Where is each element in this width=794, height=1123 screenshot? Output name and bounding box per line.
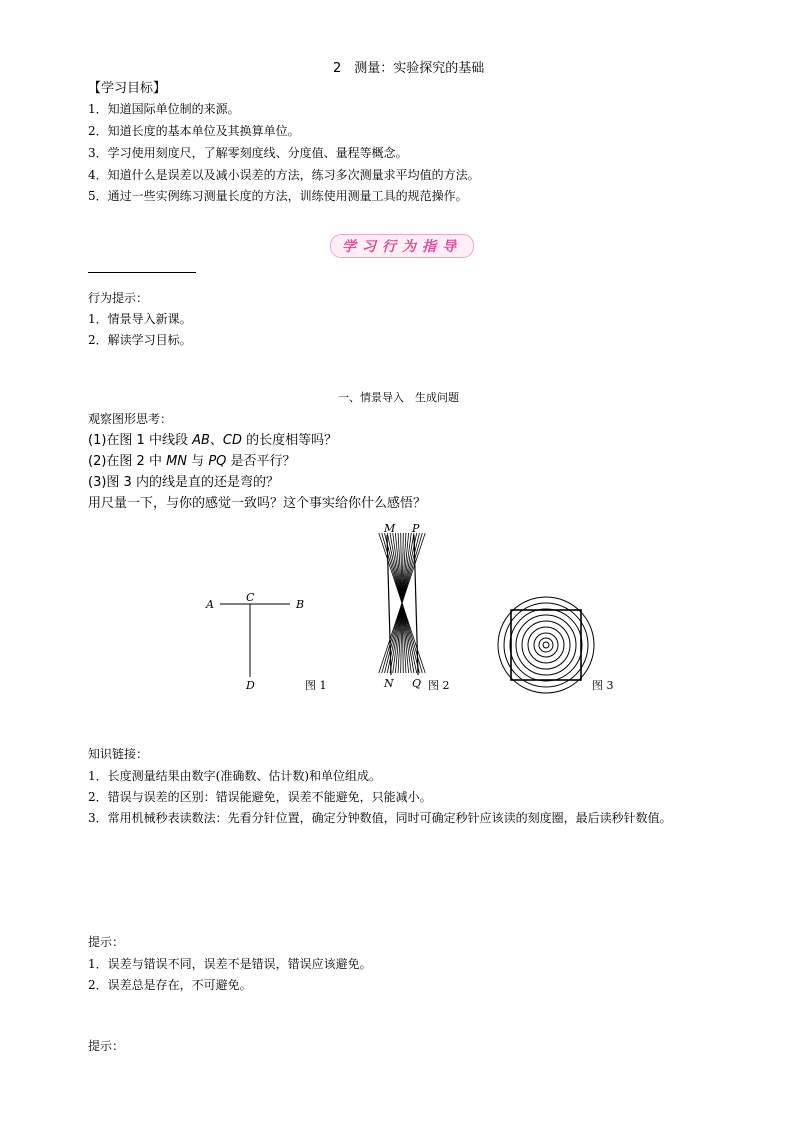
label-a: A bbox=[206, 598, 214, 611]
figure-2 bbox=[379, 522, 450, 692]
label-b: B bbox=[296, 598, 305, 611]
tips-heading: 提示： bbox=[88, 935, 125, 949]
question-text: (2)在图 2 中 bbox=[88, 454, 167, 469]
behavior-item: 2．解读学习目标。 bbox=[88, 333, 192, 347]
banner-text: 学习行为指导 bbox=[342, 239, 462, 255]
question-text: 、 bbox=[209, 433, 223, 448]
radiating-lines bbox=[379, 533, 425, 673]
question-text: (1)在图 1 中线段 bbox=[88, 433, 193, 448]
caption-figure-2: 图 2 bbox=[428, 679, 450, 692]
question-text: 与 bbox=[187, 454, 209, 469]
ring-circle bbox=[498, 597, 594, 693]
knowledge-item: 1．长度测量结果由数字(准确数、估计数)和单位组成。 bbox=[88, 769, 382, 783]
segment-ab: AB bbox=[192, 433, 210, 448]
caption-figure-3: 图 3 bbox=[592, 679, 614, 692]
objective-item: 1．知道国际单位制的来源。 bbox=[88, 102, 240, 116]
tips-heading: 提示： bbox=[88, 1039, 125, 1053]
ring-circle bbox=[543, 642, 549, 648]
label-q: Q bbox=[412, 677, 422, 690]
ring-circle bbox=[522, 621, 570, 669]
ring-circle bbox=[528, 627, 564, 663]
ring-circle bbox=[510, 609, 582, 681]
tips-item: 1．误差与错误不同，误差不是错误，错误应该避免。 bbox=[88, 957, 372, 971]
behavior-heading: 行为提示： bbox=[88, 291, 149, 305]
figure-1 bbox=[205, 591, 327, 692]
ring-circle bbox=[539, 638, 553, 652]
objective-item: 4．知道什么是误差以及减小误差的方法，练习多次测量求平均值的方法。 bbox=[88, 168, 480, 182]
knowledge-heading: 知识链接： bbox=[88, 747, 149, 761]
objective-item: 3．学习使用刻度尺，了解零刻度线、分度值、量程等概念。 bbox=[88, 146, 408, 160]
label-c: C bbox=[246, 591, 255, 604]
question-text: 是否平行？ bbox=[226, 454, 296, 469]
question-1 bbox=[88, 434, 337, 447]
observe-intro: 观察图形思考： bbox=[88, 412, 173, 426]
concentric-circles bbox=[498, 597, 594, 693]
label-n: N bbox=[384, 677, 394, 690]
label-m: M bbox=[384, 522, 396, 535]
ring-circle bbox=[504, 603, 588, 687]
page-title: 2 测量：实验探究的基础 bbox=[333, 61, 485, 76]
divider-line bbox=[88, 272, 196, 273]
line-mn: MN bbox=[166, 454, 188, 469]
question-4: 用尺量一下，与你的感觉一致吗？这个事实给你什么感悟？ bbox=[88, 496, 427, 511]
tips-item: 2．误差总是存在，不可避免。 bbox=[88, 978, 252, 992]
objectives-heading: 【学习目标】 bbox=[88, 81, 167, 96]
ring-circle bbox=[516, 615, 576, 675]
knowledge-item: 2．错误与误差的区别：错误能避免，误差不能避免，只能减小。 bbox=[88, 790, 432, 804]
objective-item: 5．通过一些实例练习测量长度的方法，训练使用测量工具的规范操作。 bbox=[88, 189, 468, 203]
question-2 bbox=[88, 455, 296, 468]
label-p: P bbox=[412, 522, 420, 535]
section-banner bbox=[330, 234, 474, 258]
question-3: (3)图 3 内的线是直的还是弯的？ bbox=[88, 475, 279, 490]
question-text: 的长度相等吗？ bbox=[242, 433, 338, 448]
segment-cd: CD bbox=[222, 433, 243, 448]
objective-item: 2．知道长度的基本单位及其换算单位。 bbox=[88, 124, 300, 138]
line-pq: PQ bbox=[208, 454, 227, 469]
caption-figure-1: 图 1 bbox=[305, 679, 327, 692]
figure-3 bbox=[498, 597, 614, 693]
knowledge-item: 3．常用机械秒表读数法：先看分针位置，确定分钟数值，同时可确定秒针应该读的刻度圈，最后读秒针数值。 bbox=[88, 811, 672, 825]
label-d: D bbox=[246, 679, 255, 692]
ring-circle bbox=[534, 633, 558, 657]
behavior-item: 1．情景导入新课。 bbox=[88, 312, 192, 326]
figures-area bbox=[0, 515, 794, 700]
section-heading: 一、情景导入 生成问题 bbox=[338, 391, 459, 404]
